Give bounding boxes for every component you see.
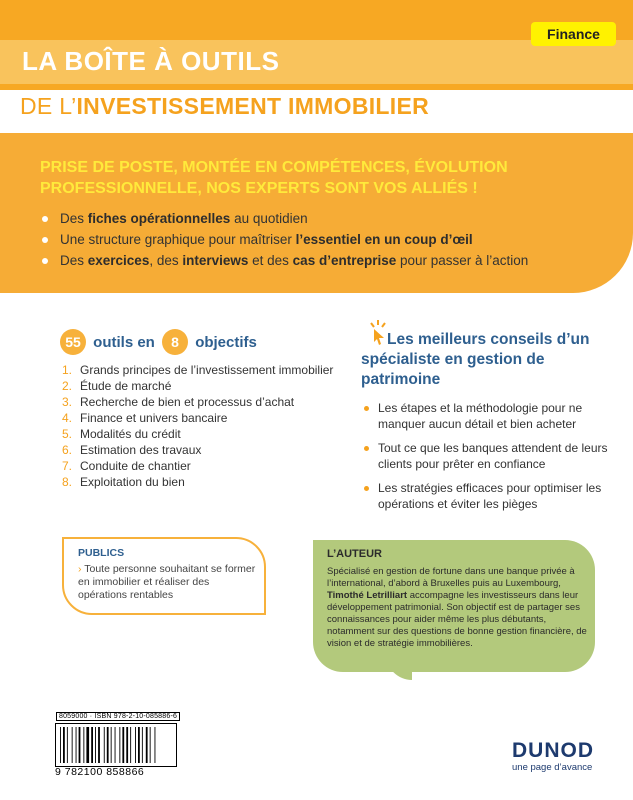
- objectives-count: 8: [162, 329, 188, 355]
- bullet-text: Des: [60, 211, 88, 226]
- author-label: L’AUTEUR: [327, 548, 382, 560]
- list-item: [62, 442, 333, 458]
- list-item: [62, 394, 333, 410]
- bullet-text: Une structure graphique pour maîtriser: [60, 232, 296, 247]
- list-item: [362, 480, 612, 512]
- item-label: Finance et univers bancaire: [80, 411, 228, 425]
- tools-list: [62, 362, 333, 490]
- bullet-bold: cas d’entreprise: [292, 253, 397, 268]
- item-number: 7.: [62, 459, 73, 473]
- item-number: 5.: [62, 427, 73, 441]
- item-number: 8.: [62, 475, 73, 489]
- title-line-2-prefix: DE L’: [20, 93, 77, 119]
- list-item: [62, 458, 333, 474]
- item-number: 4.: [62, 411, 73, 425]
- advice-text: Les stratégies efficaces pour optimiser les opérations et éviter les pièges: [378, 481, 602, 511]
- bullet-dot-icon: [364, 446, 369, 451]
- bullet-dot-icon: [42, 216, 48, 222]
- chevron-right-icon: ›: [78, 563, 82, 575]
- item-label: Conduite de chantier: [80, 459, 191, 473]
- bullet-bold: interviews: [182, 253, 249, 268]
- author-bio-text: accompagne les investisseurs dans leur développement patrimonial. Son objectif est de partager ses connaissances pour aider même les plus débutants, notamment sur des questions de bonne gestion financière, de vision et de stratégie immobilières.: [327, 590, 587, 649]
- list-item: [362, 440, 612, 472]
- intro-bullet: [40, 229, 610, 250]
- tools-count: 55: [60, 329, 86, 355]
- author-name: Timothé Letrilliart: [327, 590, 408, 601]
- publics-description: Toute personne souhaitant se former en immobilier et réaliser des opérations rentables: [78, 563, 256, 601]
- bullet-text: , des: [149, 253, 183, 268]
- author-bio: [327, 566, 589, 650]
- barcode-icon: [55, 723, 177, 767]
- item-number: 2.: [62, 379, 73, 393]
- list-item: [362, 400, 612, 432]
- list-item: [62, 410, 333, 426]
- bullet-text: Des: [60, 253, 88, 268]
- bullet-dot-icon: [364, 486, 369, 491]
- list-item: [62, 362, 333, 378]
- list-item: [62, 474, 333, 490]
- tools-heading: [60, 329, 260, 355]
- bullet-bold: l’essentiel en un coup d’œil: [295, 232, 473, 247]
- bullet-text: au quotidien: [230, 211, 308, 226]
- item-label: Étude de marché: [80, 379, 172, 393]
- advice-list: [362, 400, 612, 520]
- advice-text: Les étapes et la méthodologie pour ne manquer aucun détail et bien acheter: [378, 401, 583, 431]
- item-label: Grands principes de l’investissement immobilier: [80, 363, 334, 377]
- category-tag: Finance: [531, 22, 616, 46]
- author-bio-text: Spécialisé en gestion de fortune dans une banque privée à l’international, d’abord à Bruxelles puis au Luxembourg,: [327, 566, 575, 589]
- tools-count-label: outils en: [93, 333, 155, 351]
- intro-bullets: [40, 208, 610, 271]
- title-line-1: LA BOÎTE À OUTILS: [22, 46, 280, 76]
- advice-title: Les meilleurs conseils d’un spécialiste en gestion de patrimoine: [361, 331, 590, 388]
- intro-bullet: [40, 208, 610, 229]
- item-number: 6.: [62, 443, 73, 457]
- list-item: [62, 378, 333, 394]
- list-item: [62, 426, 333, 442]
- advice-text: Tout ce que les banques attendent de leurs clients pour prêter en confiance: [378, 441, 608, 471]
- bullet-bold: exercices: [87, 253, 150, 268]
- bullet-dot-icon: [42, 237, 48, 243]
- intro-bullet: [40, 250, 610, 271]
- publics-text: [78, 563, 258, 602]
- title-line-2-bold: INVESTISSEMENT IMMOBILIER: [76, 93, 430, 119]
- bullet-bold: fiches opérationnelles: [87, 211, 231, 226]
- item-number: 3.: [62, 395, 73, 409]
- bullet-text: pour passer à l’action: [396, 253, 529, 268]
- title-line-2: [20, 93, 429, 120]
- item-label: Modalités du crédit: [80, 427, 181, 441]
- item-label: Estimation des travaux: [80, 443, 202, 457]
- tagline: PRISE DE POSTE, MONTÉE EN COMPÉTENCES, ÉVOLUTION PROFESSIONNELLE, NOS EXPERTS SONT VOS ALLIÉS !: [40, 159, 508, 197]
- barcode-number: 9 782100 858866: [55, 766, 145, 778]
- bullet-text: et des: [248, 253, 293, 268]
- item-number: 1.: [62, 363, 73, 377]
- publisher-logo: DUNOD: [512, 739, 594, 762]
- publisher-tagline: une page d’avance: [512, 762, 593, 773]
- publics-label: PUBLICS: [78, 547, 125, 559]
- bullet-dot-icon: [42, 258, 48, 264]
- item-label: Recherche de bien et processus d’achat: [80, 395, 295, 409]
- item-label: Exploitation du bien: [80, 475, 185, 489]
- objectives-label: objectifs: [195, 333, 257, 351]
- isbn-label: 8059000 · ISBN 978-2-10-085886-6: [56, 712, 180, 721]
- bullet-dot-icon: [364, 406, 369, 411]
